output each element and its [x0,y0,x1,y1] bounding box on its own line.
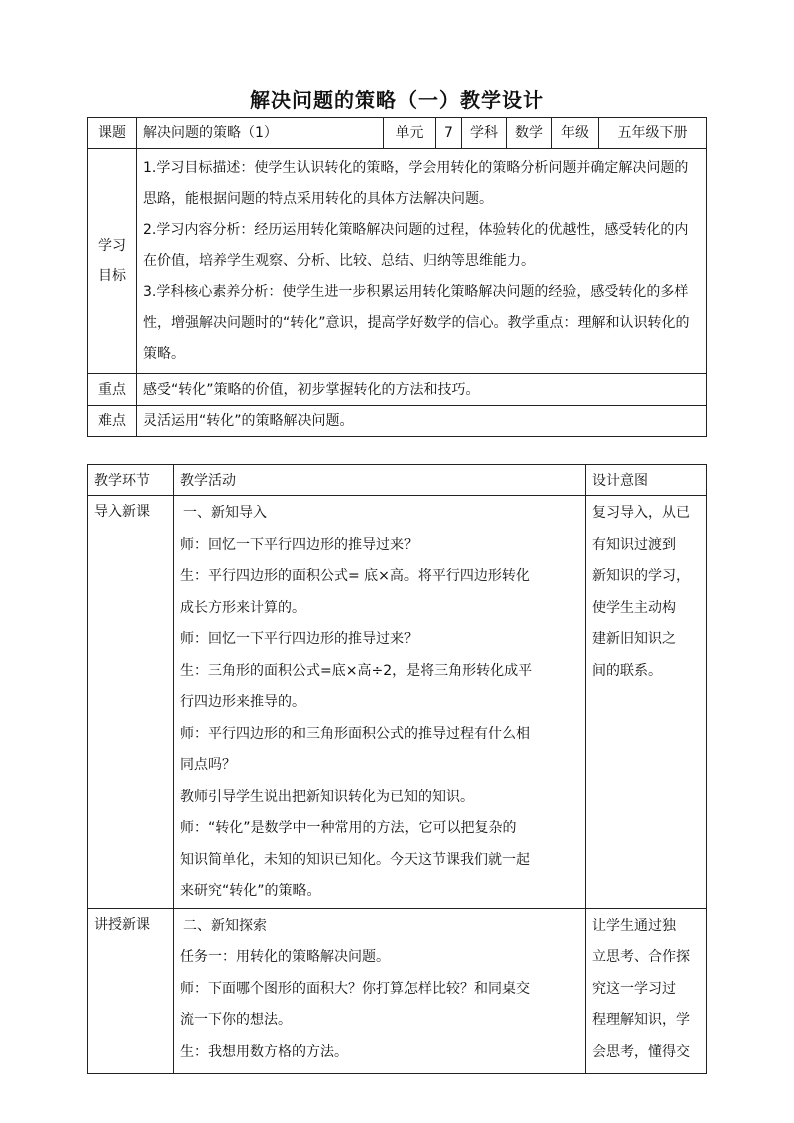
goals-content [137,149,707,374]
activity-line: 知识简单化，未知的知识已知化。今天这节课我们就一起 [180,851,530,868]
process-row-intro [88,496,707,909]
lesson-label: 课题 [88,118,137,149]
intent-line: 复习导入，从已 [592,505,690,521]
activity-line: 二、新知探索 [183,917,267,934]
activity-line: 来研究“转化”的策略。 [180,883,321,899]
process-row-new-lesson [88,908,707,1073]
activity-line: 生：平行四边形的面积公式= 底×高。将平行四边形转化 [180,568,530,584]
goals-row [88,149,707,374]
activity-line: 师：下面哪个图形的面积大？你打算怎样比较？和同桌交 [180,980,530,997]
activity-line: 成长方形来计算的。 [180,599,306,616]
activity-line: 生：三角形的面积公式=底×高÷2，是将三角形转化成平 [180,662,533,679]
unit-label: 单元 [384,118,436,149]
header-intent: 设计意图 [586,465,707,496]
activity-line: 任务一：用转化的策略解决问题。 [180,949,390,965]
difficulty-label: 难点 [88,406,137,437]
activity-cell [174,496,586,909]
lesson-info-table [87,117,707,437]
header-stage: 教学环节 [88,465,174,496]
activity-line: 流一下你的想法。 [180,1012,292,1028]
intent-line: 究这一学习过 [592,980,676,997]
intent-line: 新知识的学习， [592,568,690,584]
activity-line: 师：“转化”是数学中一种常用的方法，它可以把复杂的 [180,820,517,836]
grade-label: 年级 [552,118,599,149]
key-label: 重点 [88,374,137,406]
header-activity: 教学活动 [174,465,586,496]
document-title: 解决问题的策略（一）教学设计 [250,88,544,112]
difficulty-row [88,406,707,437]
unit-value: 7 [436,118,462,149]
process-header-row [88,465,707,496]
stage-label: 讲授新课 [88,908,174,1073]
intent-line: 让学生通过独 [592,917,676,934]
activity-line: 行四边形来推导的。 [180,694,306,710]
stage-label: 导入新课 [88,496,174,909]
intent-line: 会思考，懂得交 [592,1043,690,1060]
goal-item: 2.学习内容分析：经历运用转化策略解决问题的过程，体验转化的优越性，感受转化的内在价值，培养学生观察、分析、比较、总结、归纳等思维能力。 [143,222,689,269]
subject-label: 学科 [462,118,507,149]
intent-line: 有知识过渡到 [592,536,676,553]
activity-line: 生：我想用数方格的方法。 [180,1043,348,1060]
goals-label-text: 学习目标 [98,238,126,284]
goals-label [88,149,137,374]
difficulty-value: 灵活运用“转化”的策略解决问题。 [137,406,707,437]
activity-line: 一、新知导入 [183,505,267,521]
teaching-process-table [87,464,707,1074]
activity-cell [174,908,586,1073]
intent-line: 间的联系。 [592,662,662,679]
intent-line: 立思考、合作探 [592,949,690,965]
activity-line: 师：平行四边形的和三角形面积公式的推导过程有什么相 [180,725,530,742]
intent-line: 使学生主动构 [592,599,676,616]
key-value: 感受“转化”策略的价值，初步掌握转化的方法和技巧。 [137,374,707,406]
goal-item: 1.学习目标描述：使学生认识转化的策略，学会用转化的策略分析问题并确定解决问题的思路，能根据问题的特点采用转化的具体方法解决问题。 [143,160,689,207]
intent-cell [586,496,707,909]
activity-line: 师：回忆一下平行四边形的推导过来？ [180,631,418,647]
activity-line: 教师引导学生说出把新知识转化为已知的知识。 [180,788,474,805]
lesson-header-row [88,118,707,149]
intent-cell [586,908,707,1073]
key-row [88,374,707,406]
intent-line: 程理解知识，学 [592,1012,690,1028]
subject-value: 数学 [507,118,552,149]
goal-item: 3.学科核心素养分析：使学生进一步积累运用转化策略解决问题的经验，感受转化的多样性，增强解决问题时的“转化”意识，提高学好数学的信心。教学重点：理解和认识转化的策略。 [143,284,690,362]
activity-line: 师：回忆一下平行四边形的推导过来？ [180,536,418,553]
grade-value: 五年级下册 [599,118,707,149]
activity-line: 同点吗？ [180,757,236,773]
lesson-value: 解决问题的策略（1） [137,118,384,149]
intent-line: 建新旧知识之 [592,631,676,647]
